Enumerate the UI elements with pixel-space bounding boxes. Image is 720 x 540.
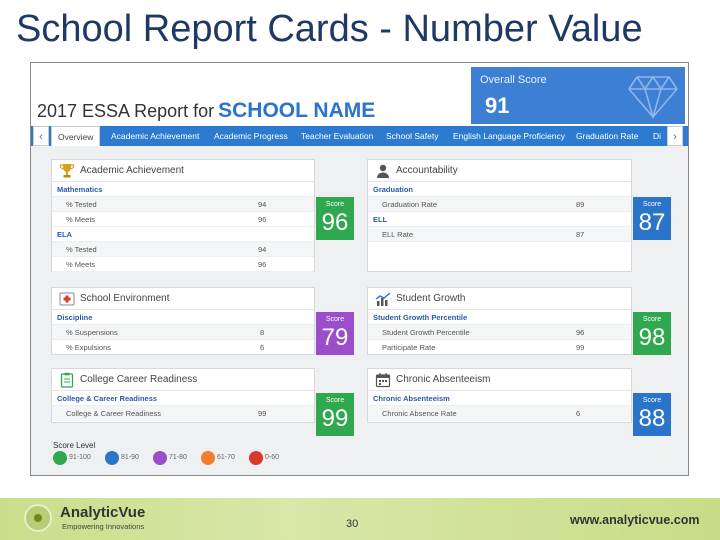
- row-label: Chronic Absence Rate: [382, 409, 457, 418]
- row-label: Mathematics: [57, 185, 103, 194]
- panel-header: [52, 160, 314, 182]
- score-label: Score: [642, 397, 662, 404]
- calendar-icon: [375, 372, 391, 388]
- row-label: % Suspensions: [66, 328, 118, 337]
- overall-score-value: 91: [485, 93, 510, 118]
- slide-footer: [0, 498, 720, 540]
- report-title: [37, 99, 375, 123]
- report-card-screenshot: [30, 62, 689, 476]
- table-row: [368, 197, 631, 212]
- growth-chart-icon: [375, 291, 391, 307]
- tab-bar: [31, 126, 689, 146]
- school-name: SCHOOL NAME: [218, 99, 376, 122]
- row-label: Participate Rate: [382, 343, 436, 352]
- brand-tagline: Empowering Innovations: [62, 522, 145, 531]
- panel-header: [368, 160, 631, 182]
- legend-label: 81-90: [121, 454, 139, 461]
- row-label: Discipline: [57, 313, 93, 322]
- row-label: Student Growth Percentile: [373, 313, 468, 322]
- row-label: Chronic Absenteeism: [373, 394, 450, 403]
- score-badge-growth: [633, 312, 671, 355]
- score-badge-accountability: [633, 197, 671, 240]
- row-label: % Meets: [66, 260, 96, 269]
- tab-scroll-right[interactable]: ›: [667, 126, 683, 146]
- table-row: [52, 325, 314, 340]
- row-value: 96: [576, 328, 585, 337]
- score-value: 88: [638, 405, 666, 432]
- table-row[interactable]: [368, 310, 631, 325]
- score-label: Score: [642, 316, 662, 323]
- tab-scroll-left[interactable]: ‹: [33, 126, 49, 146]
- table-row[interactable]: [52, 391, 314, 406]
- row-value: 94: [258, 245, 267, 254]
- panel-accountability: [367, 159, 632, 272]
- legend-dot: [105, 451, 119, 465]
- row-value: 6: [260, 343, 265, 352]
- table-row: [52, 212, 314, 227]
- table-row: [368, 340, 631, 355]
- clipboard-icon: [59, 372, 75, 388]
- panel-title: Academic Achievement: [80, 165, 184, 176]
- table-row: [52, 197, 314, 212]
- panel-student-growth: [367, 287, 632, 355]
- table-row: [368, 406, 631, 421]
- score-label: Score: [325, 397, 345, 404]
- tab-graduation-rate[interactable]: Graduation Rate: [576, 131, 639, 141]
- brand-name: AnalyticVue: [60, 504, 146, 521]
- tab-teacher-evaluation[interactable]: Teacher Evaluation: [301, 131, 374, 141]
- legend-dot: [201, 451, 215, 465]
- analyticvue-logo-icon: [24, 504, 52, 532]
- legend-title: Score Level: [53, 441, 96, 450]
- user-icon: [375, 163, 391, 179]
- table-row[interactable]: [52, 182, 314, 197]
- table-row[interactable]: [368, 391, 631, 406]
- overall-score-label: Overall Score: [480, 74, 547, 86]
- row-label: College & Career Readiness: [57, 394, 158, 403]
- row-label: % Tested: [66, 200, 97, 209]
- row-label: % Tested: [66, 245, 97, 254]
- score-badge-absenteeism: [633, 393, 671, 436]
- panel-title: College Career Readiness: [80, 374, 198, 385]
- row-label: Student Growth Percentile: [382, 328, 470, 337]
- panel-header: [52, 288, 314, 310]
- panel-college-career-readiness: [51, 368, 315, 423]
- score-value: 99: [321, 405, 349, 432]
- row-value: 96: [258, 260, 267, 269]
- row-value: 6: [576, 409, 581, 418]
- score-label: Score: [325, 316, 345, 323]
- table-row[interactable]: [368, 212, 631, 227]
- row-value: 99: [576, 343, 585, 352]
- panel-title: Student Growth: [396, 293, 466, 304]
- first-aid-icon: [59, 291, 75, 307]
- score-badge-environment: [316, 312, 354, 355]
- score-label: Score: [325, 201, 345, 208]
- panel-academic-achievement: [51, 159, 315, 272]
- panel-header: [368, 288, 631, 310]
- score-value: 96: [321, 209, 349, 236]
- row-label: Graduation: [373, 185, 414, 194]
- legend-label: 91-100: [69, 454, 91, 461]
- row-value: 89: [576, 200, 585, 209]
- row-value: 99: [258, 409, 267, 418]
- tab-school-safety[interactable]: School Safety: [386, 131, 439, 141]
- row-label: % Expulsions: [66, 343, 112, 352]
- panel-school-environment: [51, 287, 315, 355]
- website-url[interactable]: www.analyticvue.com: [570, 513, 700, 527]
- diamond-icon: [627, 73, 679, 119]
- row-label: ELA: [57, 230, 72, 239]
- score-badge-academic: [316, 197, 354, 240]
- tab-more[interactable]: Di: [653, 131, 662, 141]
- row-label: College & Career Readiness: [66, 409, 162, 418]
- panel-title: School Environment: [80, 293, 170, 304]
- row-label: % Meets: [66, 215, 96, 224]
- row-value: 94: [258, 200, 267, 209]
- score-value: 98: [638, 324, 666, 351]
- row-value: 87: [576, 230, 585, 239]
- legend-label: 0-60: [265, 454, 280, 461]
- panel-header: [368, 369, 631, 391]
- table-row: [52, 257, 314, 272]
- legend-dot: [153, 451, 167, 465]
- score-value: 87: [638, 209, 666, 236]
- legend-label: 71-80: [169, 454, 187, 461]
- page-number: 30: [346, 518, 359, 530]
- slide-title: School Report Cards - Number Value: [16, 8, 643, 50]
- tab-overview[interactable]: Overview: [51, 126, 100, 146]
- table-row[interactable]: [52, 310, 314, 325]
- overall-score-card: [471, 67, 685, 124]
- report-title-prefix: 2017 ESSA Report for: [37, 101, 215, 121]
- panel-chronic-absenteeism: [367, 368, 632, 423]
- table-row: [368, 227, 631, 242]
- row-label: Graduation Rate: [382, 200, 438, 209]
- tab-academic-progress[interactable]: Academic Progress: [214, 131, 288, 141]
- table-row[interactable]: [368, 182, 631, 197]
- row-label: ELL Rate: [382, 230, 413, 239]
- panel-title: Accountability: [396, 165, 458, 176]
- row-value: 8: [260, 328, 265, 337]
- table-row[interactable]: [52, 227, 314, 242]
- table-row: [52, 340, 314, 355]
- row-value: 96: [258, 215, 267, 224]
- legend-dot: [53, 451, 67, 465]
- table-row: [52, 406, 314, 421]
- tab-academic-achievement[interactable]: Academic Achievement: [111, 131, 200, 141]
- row-label: ELL: [373, 215, 388, 224]
- tab-english-language-proficiency[interactable]: English Language Proficiency: [453, 131, 565, 141]
- report-header: [31, 63, 689, 126]
- table-row: [368, 325, 631, 340]
- trophy-icon: [59, 163, 75, 179]
- legend-dot: [249, 451, 263, 465]
- score-value: 79: [321, 324, 349, 351]
- panel-header: [52, 369, 314, 391]
- score-label: Score: [642, 201, 662, 208]
- table-row: [52, 242, 314, 257]
- legend-label: 61-70: [217, 454, 235, 461]
- score-badge-career: [316, 393, 354, 436]
- panel-title: Chronic Absenteeism: [396, 374, 491, 385]
